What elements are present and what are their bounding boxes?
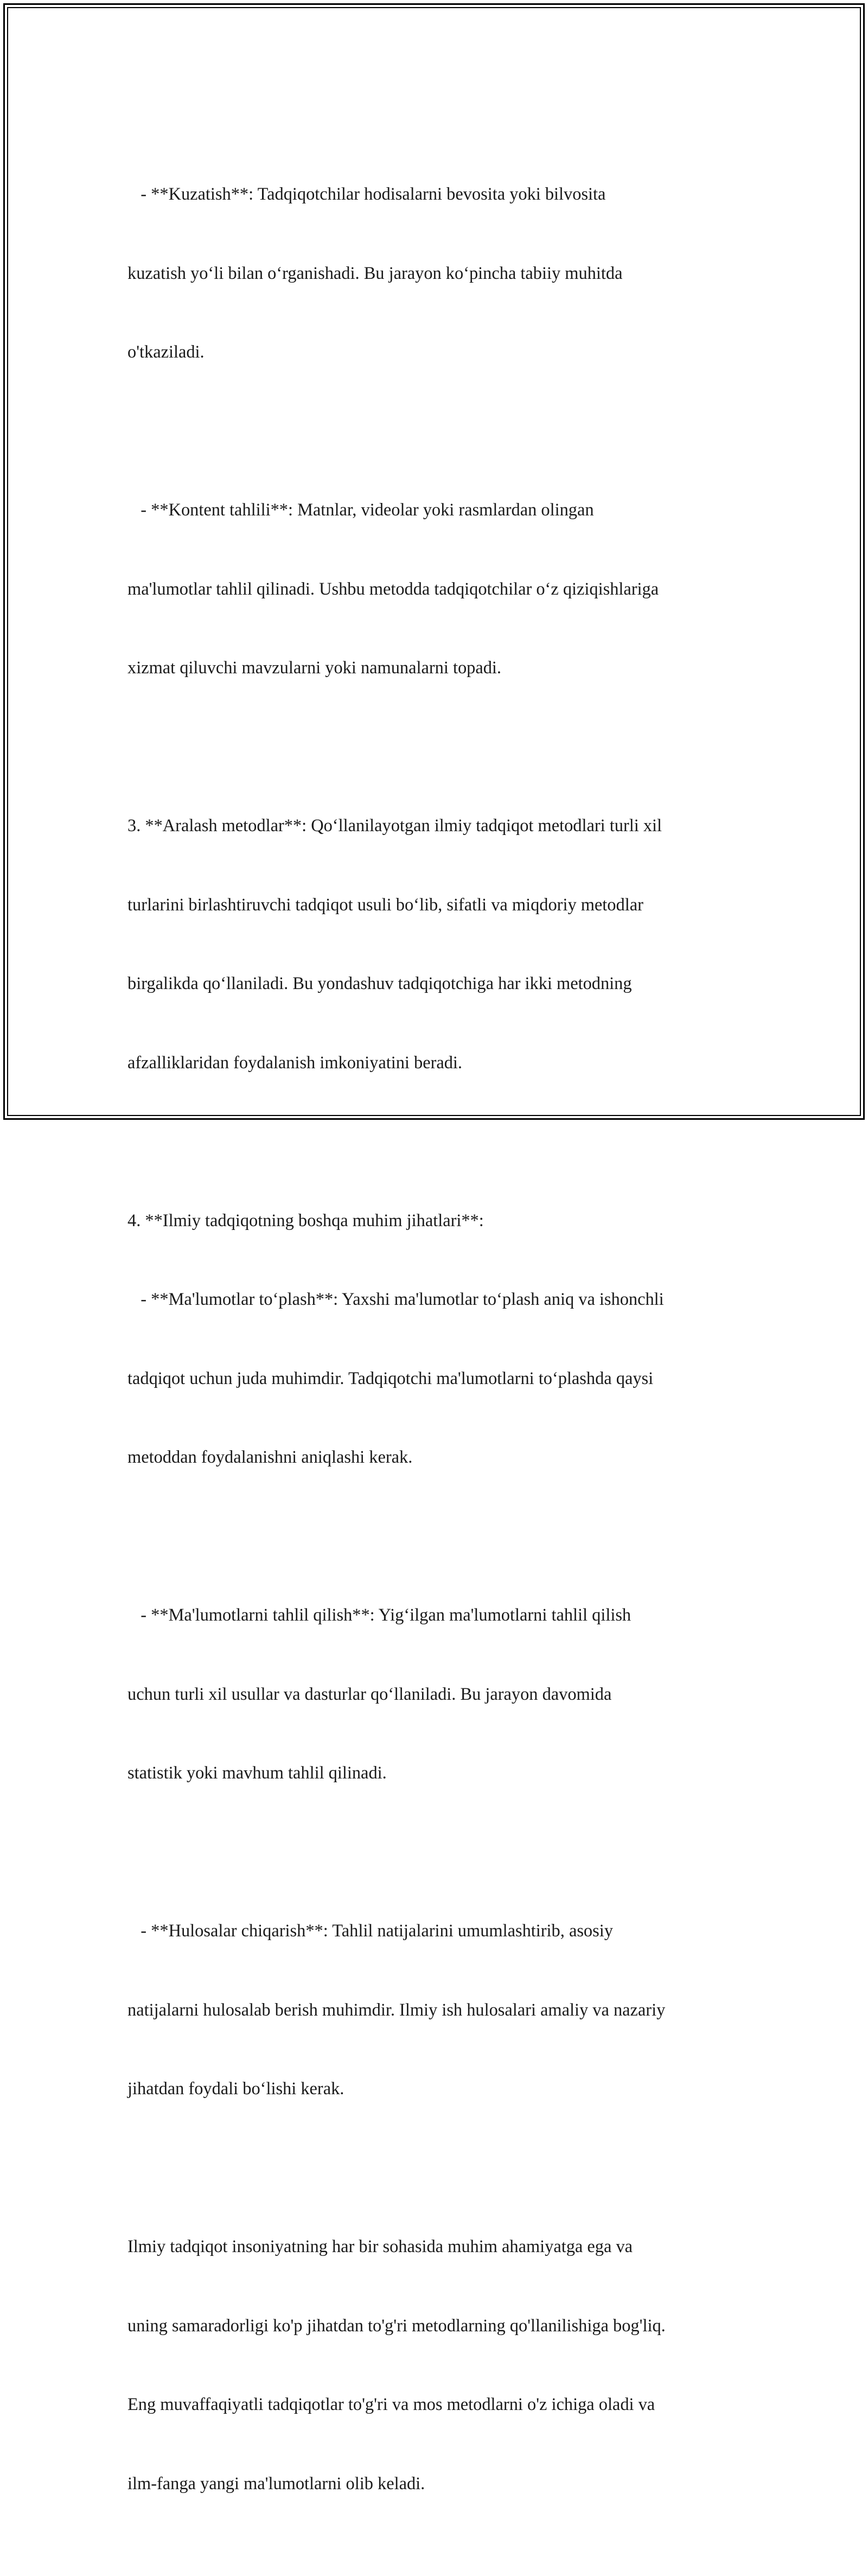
text-line: ma'lumotlar tahlil qilinadi. Ushbu metodda tadqiqotchilar o‘z qiziqishlariga <box>127 579 659 599</box>
text-line: uning samaradorligi ko'p jihatdan to'g'ri metodlarning qo'llanilishiga bog'liq. <box>127 2316 666 2336</box>
document-body <box>127 129 751 2576</box>
text-line: metoddan foydalanishni aniqlashi kerak. <box>127 1448 413 1467</box>
text-line: tadqiqot uchun juda muhimdir. Tadqiqotchi ma'lumotlarni to‘plashda qaysi <box>127 1368 654 1388</box>
paragraph-hulosalar <box>127 1865 751 2155</box>
text-line: - **Kontent tahlili**: Matnlar, videolar yoki rasmlardan olingan <box>127 500 594 520</box>
text-line: Eng muvaffaqiyatli tadqiqotlar to'g'ri va mos metodlarni o'z ichiga oladi va <box>127 2395 655 2414</box>
paragraph-muhim-jihatlar <box>127 1155 751 1523</box>
text-line: - **Hulosalar chiqarish**: Tahlil natijalarini umumlashtirib, asosiy <box>127 1921 613 1941</box>
text-line: - **Ma'lumotlar to‘plash**: Yaxshi ma'lumotlar to‘plash aniq va ishonchli <box>127 1290 664 1309</box>
text-line: - **Ma'lumotlarni tahlil qilish**: Yig‘ilgan ma'lumotlarni tahlil qilish <box>127 1605 631 1625</box>
text-line: 4. **Ilmiy tadqiqotning boshqa muhim jihatlari**: <box>127 1210 484 1230</box>
text-line: turlarini birlashtiruvchi tadqiqot usuli bo‘lib, sifatli va miqdoriy metodlar <box>127 895 643 915</box>
text-line: birgalikda qo‘llaniladi. Bu yondashuv tadqiqotchiga har ikki metodning <box>127 974 632 993</box>
text-line: 3. **Aralash metodlar**: Qo‘llanilayotgan ilmiy tadqiqot metodlari turli xil <box>127 816 662 836</box>
text-line: statistik yoki mavhum tahlil qilinadi. <box>127 1763 387 1783</box>
paragraph-kuzatish <box>127 129 751 418</box>
paragraph-aralash-metodlar <box>127 760 751 1128</box>
paragraph-tahlil-qilish <box>127 1550 751 1839</box>
text-line: kuzatish yo‘li bilan o‘rganishadi. Bu jarayon ko‘pincha tabiiy muhitda <box>127 263 623 283</box>
text-line: uchun turli xil usullar va dasturlar qo‘llaniladi. Bu jarayon davomida <box>127 1684 612 1704</box>
text-line: ilm-fanga yangi ma'lumotlarni olib keladi. <box>127 2473 425 2494</box>
text-line: natijalarni hulosalab berish muhimdir. Ilmiy ish hulosalari amaliy va nazariy <box>127 2000 666 2020</box>
text-line: jihatdan foydali bo‘lishi kerak. <box>127 2079 344 2099</box>
paragraph-kontent-tahlili <box>127 444 751 734</box>
text-line: o'tkaziladi. <box>127 342 205 362</box>
text-line: - **Kuzatish**: Tadqiqotchilar hodisalarni bevosita yoki bilvosita <box>127 184 606 204</box>
text-line: xizmat qiluvchi mavzularni yoki namunalarni topadi. <box>127 658 502 678</box>
text-line: Ilmiy tadqiqot insoniyatning har bir sohasida muhim ahamiyatga ega va <box>127 2237 633 2256</box>
text-line: afzalliklaridan foydalanish imkoniyatini beradi. <box>127 1053 463 1073</box>
paragraph-conclusion <box>127 2181 751 2549</box>
